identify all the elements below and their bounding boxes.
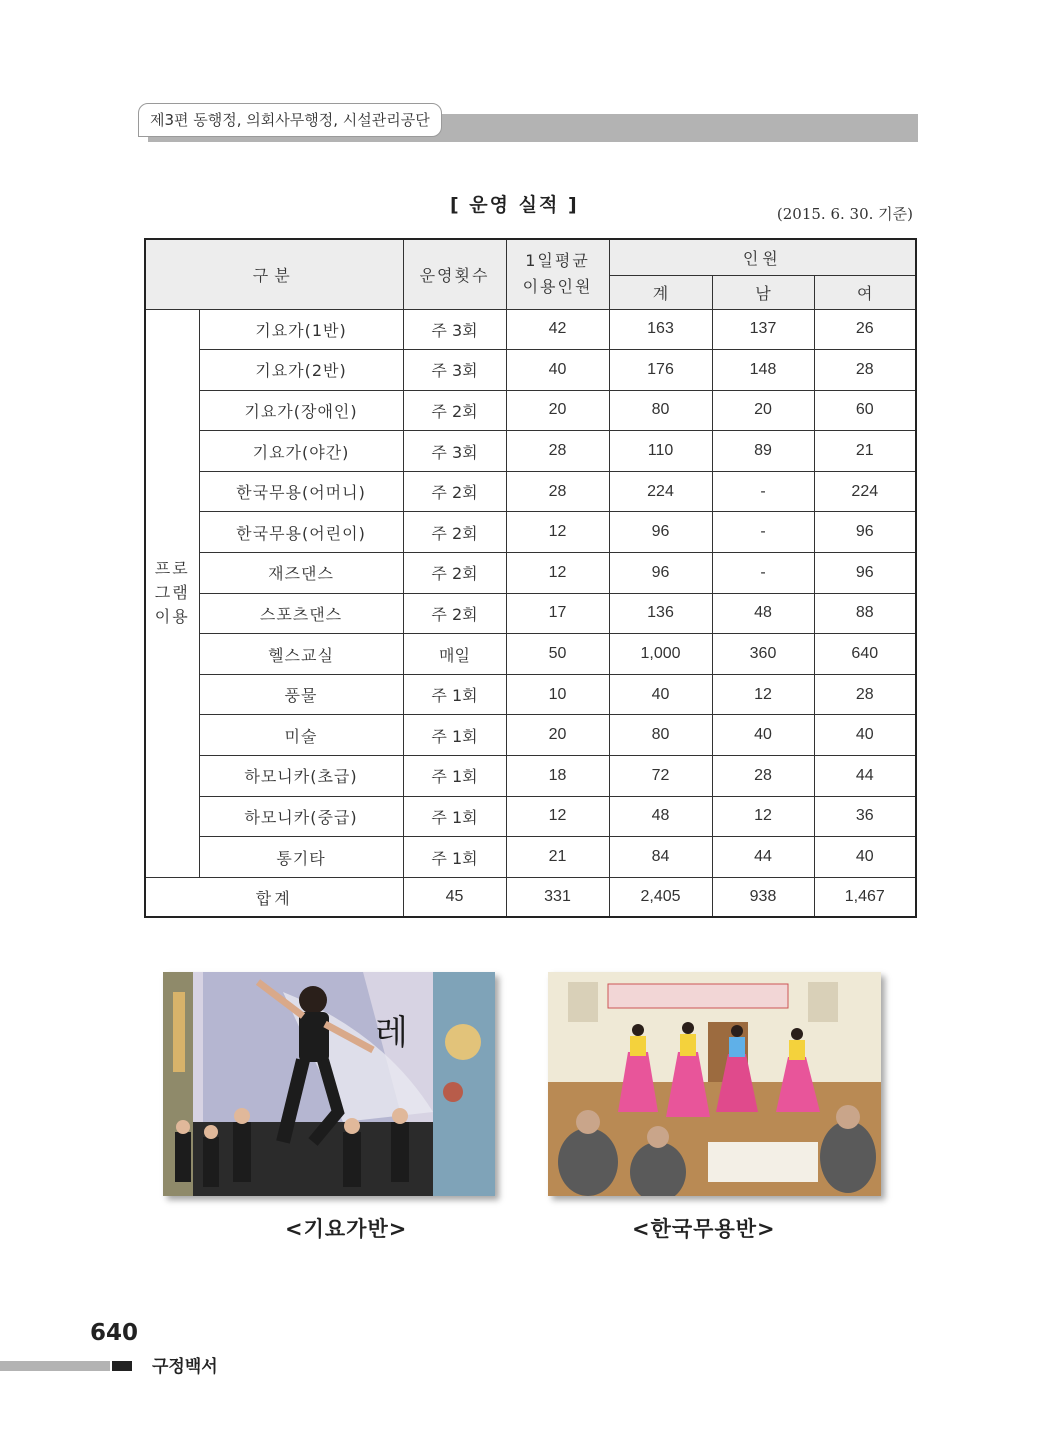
header-category: 구분 — [145, 239, 403, 309]
male-count: 28 — [712, 756, 814, 797]
group-label: 프로 그램 이용 — [145, 309, 199, 877]
program-name: 기요가(장애인) — [199, 390, 403, 431]
female-count: 60 — [814, 390, 916, 431]
female-count: 26 — [814, 309, 916, 350]
total-avg: 331 — [506, 877, 609, 917]
male-count: 12 — [712, 674, 814, 715]
female-count: 28 — [814, 350, 916, 391]
male-count: - — [712, 512, 814, 553]
male-count: 148 — [712, 350, 814, 391]
program-name: 재즈댄스 — [199, 553, 403, 594]
female-count: 28 — [814, 674, 916, 715]
frequency: 주 3회 — [403, 350, 506, 391]
table-row — [145, 837, 916, 878]
total-count: 136 — [609, 593, 712, 634]
female-count: 96 — [814, 553, 916, 594]
female-count: 40 — [814, 837, 916, 878]
daily-avg: 28 — [506, 431, 609, 472]
table-title: [ 운영 실적 ] — [450, 194, 579, 216]
table-row — [145, 431, 916, 472]
yoga-class-photo — [163, 972, 495, 1196]
header-daily-avg: 1일평균 이용인원 — [506, 239, 609, 309]
female-count: 40 — [814, 715, 916, 756]
program-name: 하모니카(중급) — [199, 796, 403, 837]
frequency: 주 1회 — [403, 756, 506, 797]
table-row — [145, 593, 916, 634]
total-count: 96 — [609, 512, 712, 553]
table-row — [145, 756, 916, 797]
total-count: 110 — [609, 431, 712, 472]
frequency: 주 1회 — [403, 796, 506, 837]
program-name: 하모니카(초급) — [199, 756, 403, 797]
daily-avg: 12 — [506, 796, 609, 837]
total-count: 72 — [609, 756, 712, 797]
total-count: 84 — [609, 837, 712, 878]
male-count: - — [712, 553, 814, 594]
daily-avg: 12 — [506, 512, 609, 553]
female-count: 96 — [814, 512, 916, 553]
total-label: 합계 — [145, 877, 403, 917]
program-name: 기요가(야간) — [199, 431, 403, 472]
yoga-stage-image — [163, 972, 495, 1196]
table-row — [145, 674, 916, 715]
chapter-header-tab: 제3편 동행정, 의회사무행정, 시설관리공단 — [138, 103, 442, 137]
total-count: 224 — [609, 471, 712, 512]
table-row — [145, 553, 916, 594]
total-freq: 45 — [403, 877, 506, 917]
daily-avg: 21 — [506, 837, 609, 878]
table-row — [145, 309, 916, 350]
female-count: 36 — [814, 796, 916, 837]
frequency: 주 2회 — [403, 471, 506, 512]
table-row — [145, 512, 916, 553]
total-total: 2,405 — [609, 877, 712, 917]
total-count: 80 — [609, 390, 712, 431]
yoga-photo-caption: <기요가반> — [285, 1217, 408, 1241]
operations-table — [144, 238, 917, 918]
total-male: 938 — [712, 877, 814, 917]
daily-avg: 28 — [506, 471, 609, 512]
female-count: 640 — [814, 634, 916, 675]
header-male: 남 — [712, 275, 814, 309]
korean-dance-photo — [548, 972, 881, 1196]
program-name: 기요가(2반) — [199, 350, 403, 391]
program-name: 풍물 — [199, 674, 403, 715]
frequency: 주 2회 — [403, 593, 506, 634]
frequency: 주 2회 — [403, 553, 506, 594]
total-female: 1,467 — [814, 877, 916, 917]
program-name: 미술 — [199, 715, 403, 756]
female-count: 224 — [814, 471, 916, 512]
footer-marker — [112, 1361, 132, 1371]
page-number: 640 — [90, 1320, 139, 1346]
total-count: 1,000 — [609, 634, 712, 675]
program-name: 통기타 — [199, 837, 403, 878]
daily-avg: 42 — [506, 309, 609, 350]
table-row — [145, 390, 916, 431]
stage-sign-text: 레 — [375, 1013, 408, 1053]
program-name: 기요가(1반) — [199, 309, 403, 350]
total-row — [145, 877, 916, 917]
daily-avg: 12 — [506, 553, 609, 594]
male-count: 48 — [712, 593, 814, 634]
program-name: 스포츠댄스 — [199, 593, 403, 634]
table-row — [145, 471, 916, 512]
total-count: 96 — [609, 553, 712, 594]
header-people: 인원 — [609, 239, 916, 275]
dance-photo-caption: <한국무용반> — [632, 1217, 776, 1241]
program-name: 한국무용(어린이) — [199, 512, 403, 553]
frequency: 주 1회 — [403, 837, 506, 878]
total-count: 40 — [609, 674, 712, 715]
book-title: 구정백서 — [152, 1357, 218, 1377]
frequency: 주 3회 — [403, 431, 506, 472]
daily-avg: 17 — [506, 593, 609, 634]
female-count: 88 — [814, 593, 916, 634]
program-name: 헬스교실 — [199, 634, 403, 675]
header-total: 계 — [609, 275, 712, 309]
table-row — [145, 796, 916, 837]
total-count: 176 — [609, 350, 712, 391]
total-count: 163 — [609, 309, 712, 350]
table-row — [145, 350, 916, 391]
daily-avg: 40 — [506, 350, 609, 391]
header-frequency: 운영횟수 — [403, 239, 506, 309]
frequency: 주 1회 — [403, 674, 506, 715]
male-count: 12 — [712, 796, 814, 837]
table-row — [145, 634, 916, 675]
total-count: 48 — [609, 796, 712, 837]
daily-avg: 50 — [506, 634, 609, 675]
program-name: 한국무용(어머니) — [199, 471, 403, 512]
base-date: (2015. 6. 30. 기준) — [776, 205, 913, 223]
male-count: 360 — [712, 634, 814, 675]
daily-avg: 20 — [506, 715, 609, 756]
male-count: - — [712, 471, 814, 512]
total-count: 80 — [609, 715, 712, 756]
header-female: 여 — [814, 275, 916, 309]
female-count: 44 — [814, 756, 916, 797]
female-count: 21 — [814, 431, 916, 472]
frequency: 주 2회 — [403, 390, 506, 431]
frequency: 매일 — [403, 634, 506, 675]
daily-avg: 18 — [506, 756, 609, 797]
male-count: 89 — [712, 431, 814, 472]
male-count: 20 — [712, 390, 814, 431]
daily-avg: 20 — [506, 390, 609, 431]
daily-avg: 10 — [506, 674, 609, 715]
table-row — [145, 715, 916, 756]
frequency: 주 2회 — [403, 512, 506, 553]
footer-rule — [0, 1361, 110, 1371]
male-count: 137 — [712, 309, 814, 350]
frequency: 주 3회 — [403, 309, 506, 350]
frequency: 주 1회 — [403, 715, 506, 756]
dance-room-image — [548, 972, 881, 1196]
male-count: 44 — [712, 837, 814, 878]
male-count: 40 — [712, 715, 814, 756]
